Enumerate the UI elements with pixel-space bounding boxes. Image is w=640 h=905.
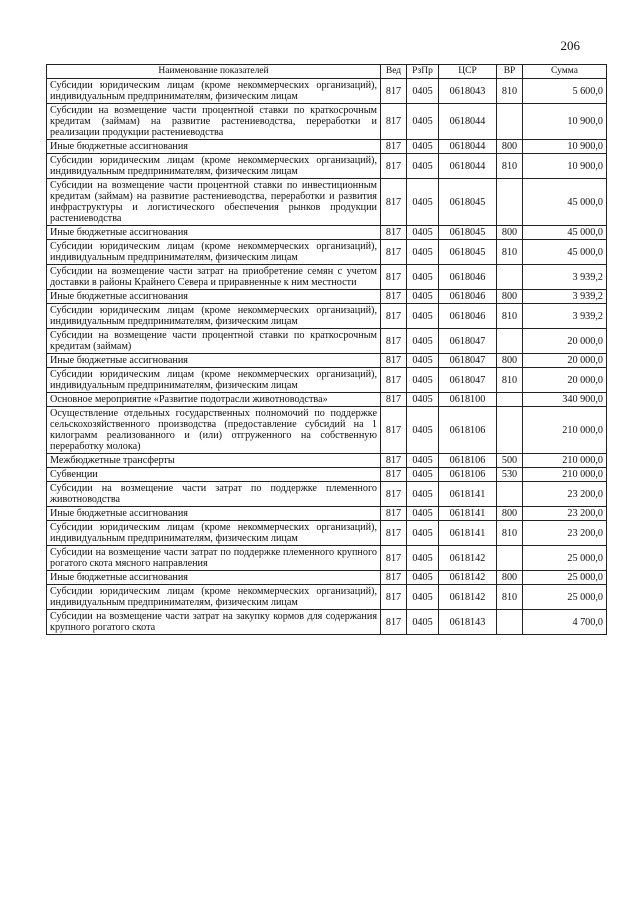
row-rzpr: 0405 xyxy=(407,521,439,546)
row-name: Субсидии на возмещение части затрат на приобретение семян с учетом доставки в районы Крайнего Севера и приравненные к ним местности xyxy=(47,265,381,290)
row-rzpr: 0405 xyxy=(407,407,439,454)
row-csr: 0618045 xyxy=(439,240,497,265)
row-rzpr: 0405 xyxy=(407,140,439,154)
row-rzpr: 0405 xyxy=(407,290,439,304)
table-row xyxy=(47,104,607,140)
header-vr: ВР xyxy=(497,65,523,79)
row-name: Субсидии на возмещение части процентной ставки по краткосрочным кредитам (займам) на развитие растениеводства, переработки и реализации продукции растениеводства xyxy=(47,104,381,140)
row-rzpr: 0405 xyxy=(407,585,439,610)
table-row xyxy=(47,240,607,265)
row-vr xyxy=(497,265,523,290)
row-vr: 800 xyxy=(497,571,523,585)
row-ved: 817 xyxy=(381,454,407,468)
table-row xyxy=(47,79,607,104)
row-rzpr: 0405 xyxy=(407,304,439,329)
row-rzpr: 0405 xyxy=(407,546,439,571)
header-rzpr: РзПр xyxy=(407,65,439,79)
row-ved: 817 xyxy=(381,521,407,546)
row-csr: 0618047 xyxy=(439,329,497,354)
row-ved: 817 xyxy=(381,290,407,304)
row-rzpr: 0405 xyxy=(407,154,439,179)
row-csr: 0618143 xyxy=(439,610,497,635)
row-csr: 0618106 xyxy=(439,454,497,468)
table-row xyxy=(47,368,607,393)
row-vr xyxy=(497,407,523,454)
row-vr: 500 xyxy=(497,454,523,468)
row-rzpr: 0405 xyxy=(407,507,439,521)
row-sum: 10 900,0 xyxy=(523,104,607,140)
row-vr: 800 xyxy=(497,226,523,240)
row-sum: 10 900,0 xyxy=(523,140,607,154)
row-vr: 810 xyxy=(497,585,523,610)
row-csr: 0618046 xyxy=(439,265,497,290)
row-rzpr: 0405 xyxy=(407,179,439,226)
row-ved: 817 xyxy=(381,140,407,154)
row-name: Субсидии на возмещение части процентной ставки по инвестиционным кредитам (займам) на развитие растениеводства, переработки и развития инфраструктуры и логистического обеспечения рынков продукции растениеводства xyxy=(47,179,381,226)
table-row xyxy=(47,546,607,571)
row-sum: 25 000,0 xyxy=(523,571,607,585)
row-name: Основное мероприятие «Развитие подотрасли животноводства» xyxy=(47,393,381,407)
row-sum: 23 200,0 xyxy=(523,521,607,546)
row-name: Субсидии юридическим лицам (кроме некоммерческих организаций), индивидуальным предпринимателям, физическим лицам xyxy=(47,521,381,546)
row-ved: 817 xyxy=(381,482,407,507)
row-vr: 800 xyxy=(497,290,523,304)
row-vr: 810 xyxy=(497,304,523,329)
row-csr: 0618044 xyxy=(439,104,497,140)
row-sum: 45 000,0 xyxy=(523,240,607,265)
row-ved: 817 xyxy=(381,304,407,329)
row-rzpr: 0405 xyxy=(407,468,439,482)
row-ved: 817 xyxy=(381,585,407,610)
row-sum: 5 600,0 xyxy=(523,79,607,104)
row-ved: 817 xyxy=(381,265,407,290)
table-row xyxy=(47,140,607,154)
page-number: 206 xyxy=(560,38,580,53)
row-vr: 800 xyxy=(497,140,523,154)
row-csr: 0618141 xyxy=(439,507,497,521)
row-name: Субсидии юридическим лицам (кроме некоммерческих организаций), индивидуальным предпринимателям, физическим лицам xyxy=(47,304,381,329)
row-vr: 800 xyxy=(497,354,523,368)
row-rzpr: 0405 xyxy=(407,226,439,240)
row-sum: 20 000,0 xyxy=(523,368,607,393)
table-row xyxy=(47,304,607,329)
row-name: Субсидии на возмещение части затрат по поддержке племенного крупного рогатого скота мясного направления xyxy=(47,546,381,571)
row-ved: 817 xyxy=(381,79,407,104)
row-sum: 20 000,0 xyxy=(523,329,607,354)
row-ved: 817 xyxy=(381,468,407,482)
table-row xyxy=(47,290,607,304)
row-rzpr: 0405 xyxy=(407,265,439,290)
row-vr: 800 xyxy=(497,507,523,521)
row-vr: 810 xyxy=(497,79,523,104)
table-row xyxy=(47,482,607,507)
row-name: Иные бюджетные ассигнования xyxy=(47,140,381,154)
row-ved: 817 xyxy=(381,571,407,585)
row-sum: 25 000,0 xyxy=(523,585,607,610)
table-row xyxy=(47,179,607,226)
row-sum: 340 900,0 xyxy=(523,393,607,407)
row-ved: 817 xyxy=(381,368,407,393)
table-header-row xyxy=(47,65,607,79)
header-sum: Сумма xyxy=(523,65,607,79)
row-sum: 210 000,0 xyxy=(523,454,607,468)
row-sum: 3 939,2 xyxy=(523,304,607,329)
row-name: Субсидии на возмещение части процентной ставки по краткосрочным кредитам (займам) xyxy=(47,329,381,354)
row-name: Иные бюджетные ассигнования xyxy=(47,354,381,368)
row-csr: 0618045 xyxy=(439,179,497,226)
row-name: Иные бюджетные ассигнования xyxy=(47,507,381,521)
row-name: Субсидии юридическим лицам (кроме некоммерческих организаций), индивидуальным предпринимателям, физическим лицам xyxy=(47,585,381,610)
row-ved: 817 xyxy=(381,179,407,226)
row-vr: 810 xyxy=(497,368,523,393)
header-ved: Вед xyxy=(381,65,407,79)
row-vr xyxy=(497,610,523,635)
row-ved: 817 xyxy=(381,393,407,407)
row-name: Субсидии юридическим лицам (кроме некоммерческих организаций), индивидуальным предпринимателям, физическим лицам xyxy=(47,154,381,179)
row-csr: 0618046 xyxy=(439,304,497,329)
row-sum: 45 000,0 xyxy=(523,226,607,240)
row-ved: 817 xyxy=(381,407,407,454)
row-ved: 817 xyxy=(381,507,407,521)
row-csr: 0618046 xyxy=(439,290,497,304)
row-sum: 4 700,0 xyxy=(523,610,607,635)
row-rzpr: 0405 xyxy=(407,240,439,265)
row-vr xyxy=(497,482,523,507)
row-name: Субсидии на возмещение части затрат на закупку кормов для содержания крупного рогатого скота xyxy=(47,610,381,635)
row-name: Иные бюджетные ассигнования xyxy=(47,290,381,304)
row-rzpr: 0405 xyxy=(407,104,439,140)
row-csr: 0618142 xyxy=(439,546,497,571)
row-sum: 210 000,0 xyxy=(523,468,607,482)
row-vr xyxy=(497,179,523,226)
row-csr: 0618141 xyxy=(439,482,497,507)
table-row xyxy=(47,354,607,368)
row-name: Иные бюджетные ассигнования xyxy=(47,226,381,240)
row-vr xyxy=(497,329,523,354)
table-row xyxy=(47,571,607,585)
budget-table xyxy=(46,64,607,635)
table-row xyxy=(47,265,607,290)
header-name: Наименование показателей xyxy=(47,65,381,79)
row-name: Осуществление отдельных государственных полномочий по поддержке сельскохозяйственного производства (предоставление субсидий на 1 килограмм реализованного и (или) отгруженного на собственную переработку молока) xyxy=(47,407,381,454)
row-csr: 0618047 xyxy=(439,368,497,393)
row-vr xyxy=(497,104,523,140)
row-rzpr: 0405 xyxy=(407,79,439,104)
row-sum: 3 939,2 xyxy=(523,290,607,304)
row-name: Субсидии на возмещение части затрат по поддержке племенного животноводства xyxy=(47,482,381,507)
row-rzpr: 0405 xyxy=(407,571,439,585)
header-csr: ЦСР xyxy=(439,65,497,79)
row-sum: 20 000,0 xyxy=(523,354,607,368)
row-vr xyxy=(497,393,523,407)
row-csr: 0618043 xyxy=(439,79,497,104)
row-ved: 817 xyxy=(381,610,407,635)
row-vr xyxy=(497,546,523,571)
row-ved: 817 xyxy=(381,546,407,571)
row-sum: 10 900,0 xyxy=(523,154,607,179)
row-ved: 817 xyxy=(381,329,407,354)
row-name: Иные бюджетные ассигнования xyxy=(47,571,381,585)
row-rzpr: 0405 xyxy=(407,329,439,354)
row-csr: 0618044 xyxy=(439,140,497,154)
table-row xyxy=(47,468,607,482)
row-rzpr: 0405 xyxy=(407,393,439,407)
table-row xyxy=(47,393,607,407)
row-csr: 0618141 xyxy=(439,521,497,546)
row-sum: 23 200,0 xyxy=(523,507,607,521)
row-rzpr: 0405 xyxy=(407,368,439,393)
table-row xyxy=(47,521,607,546)
row-sum: 25 000,0 xyxy=(523,546,607,571)
table-row xyxy=(47,226,607,240)
row-name: Субсидии юридическим лицам (кроме некоммерческих организаций), индивидуальным предпринимателям, физическим лицам xyxy=(47,79,381,104)
row-rzpr: 0405 xyxy=(407,610,439,635)
row-sum: 45 000,0 xyxy=(523,179,607,226)
row-name: Субвенции xyxy=(47,468,381,482)
table-row xyxy=(47,585,607,610)
row-csr: 0618142 xyxy=(439,585,497,610)
table-row xyxy=(47,154,607,179)
row-vr: 810 xyxy=(497,154,523,179)
table-row xyxy=(47,407,607,454)
row-csr: 0618044 xyxy=(439,154,497,179)
row-name: Межбюджетные трансферты xyxy=(47,454,381,468)
row-sum: 23 200,0 xyxy=(523,482,607,507)
row-ved: 817 xyxy=(381,226,407,240)
row-csr: 0618142 xyxy=(439,571,497,585)
row-vr: 810 xyxy=(497,521,523,546)
row-csr: 0618106 xyxy=(439,407,497,454)
row-ved: 817 xyxy=(381,104,407,140)
row-rzpr: 0405 xyxy=(407,454,439,468)
row-rzpr: 0405 xyxy=(407,482,439,507)
row-vr: 810 xyxy=(497,240,523,265)
row-vr: 530 xyxy=(497,468,523,482)
row-ved: 817 xyxy=(381,240,407,265)
row-sum: 3 939,2 xyxy=(523,265,607,290)
row-ved: 817 xyxy=(381,154,407,179)
row-name: Субсидии юридическим лицам (кроме некоммерческих организаций), индивидуальным предпринимателям, физическим лицам xyxy=(47,240,381,265)
row-ved: 817 xyxy=(381,354,407,368)
row-csr: 0618100 xyxy=(439,393,497,407)
row-csr: 0618106 xyxy=(439,468,497,482)
table-row xyxy=(47,610,607,635)
table-row xyxy=(47,454,607,468)
row-csr: 0618047 xyxy=(439,354,497,368)
row-csr: 0618045 xyxy=(439,226,497,240)
row-name: Субсидии юридическим лицам (кроме некоммерческих организаций), индивидуальным предпринимателям, физическим лицам xyxy=(47,368,381,393)
row-sum: 210 000,0 xyxy=(523,407,607,454)
row-rzpr: 0405 xyxy=(407,354,439,368)
table-row xyxy=(47,507,607,521)
table-row xyxy=(47,329,607,354)
